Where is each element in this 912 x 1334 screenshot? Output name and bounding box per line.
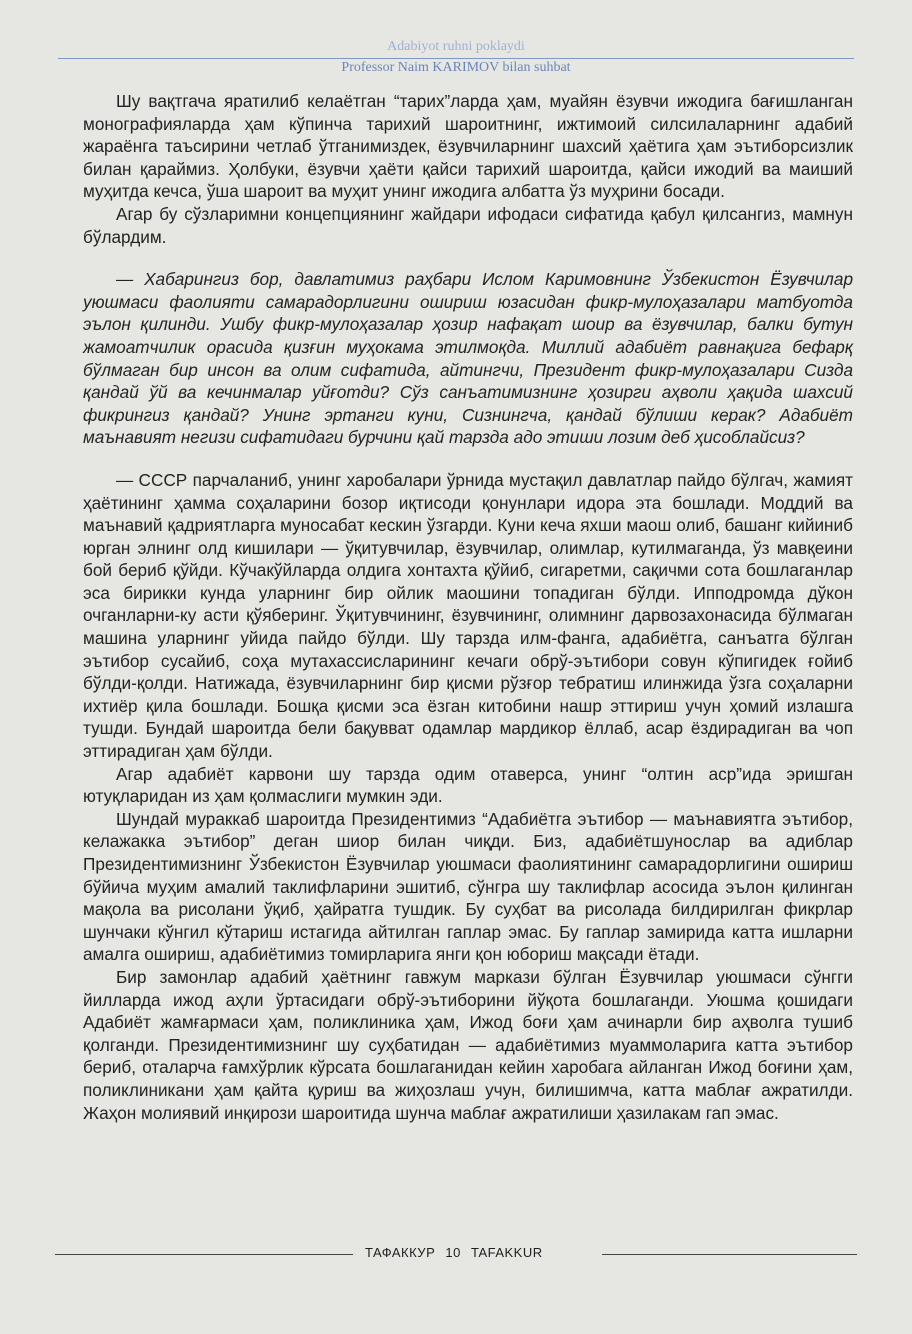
page-number: 10	[445, 1245, 461, 1260]
footer-rule-right	[602, 1254, 857, 1255]
interview-question: — Хабарингиз бор, давлатимиз раҳбари Ислом Каримовнинг Ўзбекистон Ёзувчилар уюшмаси фаолияти самарадорлигини ошириш юзасидан фикр-мулоҳазалари матбуотда эълон қилинди. Ушбу фикр-мулоҳазалар ҳозир нафақат шоир ва ёзувчилар, балки бутун жамоатчилик орасида қизғин муҳокама этилмоқда. Миллий адабиёт равнақига бефарқ бўлмаган бир инсон ва олим сифатида, айтингчи, Президент фикр-мулоҳазалари Сизда қандай ўй ва кечинмалар уйғотди? Сўз санъатимизнинг ҳозирги аҳволи ҳақида шахсий фикрингиз қандай? Унинг эртанги куни, Сизнингча, қандай бўлиши керак? Адабиёт маънавият негизи сифатидаги бурчини қай тарзда адо этиши лозим деб ҳисоблайсиз?	[83, 269, 853, 448]
header-rule	[58, 58, 854, 59]
paragraph: Шундай мураккаб шароитда Президентимиз “Адабиётга эътибор — маънавиятга эътибор, келажакка эътибор” деган шиор билан чиқди. Биз, адабиётшунослар ва адиблар Президентимизнинг Ўзбекистон Ёзувчилар уюшмаси фаолиятининг самарадорлигини ошириш бўйича муҳим амалий таклифларини эшитиб, сўнгра шу таклифлар асосида эълон қилинган мақола ва рисолани ўқиб, ҳайратга тушдик. Бу суҳбат ва рисолада билдирилган фикрлар шунчаки кўнгил кўтариш истагида айтилган гаплар эмас. Бу гаплар замирида катта ишларни амалга ошириш, адабиётимиз томирларига янги қон юбориш мақсади ётади.	[83, 808, 853, 965]
footer-journal-cyrillic: ТАФАККУР	[365, 1245, 436, 1260]
footer-rule-left	[55, 1254, 353, 1255]
header-series-title: Adabiyot ruhni poklaydi	[387, 39, 525, 54]
header-article-title: Professor Naim KARIMOV bilan suhbat	[341, 60, 571, 75]
paragraph: Агар адабиёт карвони шу тарзда одим отаверса, унинг “олтин аср”ида эришган ютуқларидан из ҳам қолмаслиги мумкин эди.	[83, 763, 853, 807]
footer-label	[365, 1245, 549, 1260]
paragraph: Агар бу сўзларимни концепциянинг жайдари ифодаси сифатида қабул қилсангиз, мамнун бўлардим.	[83, 203, 853, 247]
footer-journal-latin: TAFAKKUR	[470, 1245, 543, 1260]
running-header	[40, 38, 872, 77]
page-footer	[55, 1245, 857, 1263]
paragraph: — СССР парчаланиб, унинг харобалари ўрнида мустақил давлатлар пайдо бўлгач, жамият ҳаётининг ҳамма соҳаларини бозор иқтисоди қонунлари идора эта бошлади. Моддий ва маънавий қадриятларга муносабат кескин ўзгарди. Куни кеча яхши маош олиб, башанг кийиниб юрган элнинг олд кишилари — ўқитувчилар, ёзувчилар, олимлар, кутилмаганда, ўз мавқеини бой бериб қўйди. Кўчакўйларда олдига хонтахта қўйиб, сигаретми, сақичми сота бошлаганлар эса бирикки кунда уларнинг бир ойлик маошини топадиган бўлди. Ипподромда дўкон очганларни-ку асти қўяберинг. Ўқитувчининг, ёзувчининг, олимнинг дарвозахонасида бўлмаган машина уларнинг уйида пайдо бўлди. Шу тарзда илм-фанга, адабиётга, санъатга бўлган эътибор сусайиб, соҳа мутахассисларининг кечаги обрў-эътибори совун кўпигидек ғойиб бўлди-қолди. Натижада, ёзувчиларнинг бир қисми рўзғор тебратиш илинжида ўзга соҳаларни ихтиёр қила бошлади. Бошқа қисми эса ёзган китобини нашр эттириш учун ҳомий излашга тушди. Бундай шароитда бели бақувват одамлар мардикор ёллаб, асар ёздирадиган ва чоп эттирадиган ҳам бўлди.	[83, 469, 853, 762]
paragraph: Шу вақтгача яратилиб келаётган “тарих”ларда ҳам, муайян ёзувчи ижодига бағишланган монографияларда ҳам кўпинча тарихий шароитнинг, ижтимоий силсилаларнинг адабий жараёнга таъсирини четлаб ўтганимиздек, ёзувчиларнинг шахсий ҳаётига ҳам эътиборсизлик билан қараймиз. Ҳолбуки, ёзувчи ҳаёти қайси тарихий шароитда, қайси ижодий ва маиший муҳитда кечса, ўша шароит ва муҳит унинг ижодига албатта ўз муҳрини босади.	[83, 91, 853, 202]
article-body	[83, 90, 853, 1124]
paragraph: Бир замонлар адабий ҳаётнинг гавжум маркази бўлган Ёзувчилар уюшмаси сўнгги йилларда ижод аҳли ўртасидаги обрў-эътиборини йўқота бошлаганди. Уюшма қошидаги Адабиёт жамғармаси ҳам, поликлиника ҳам, Ижод боғи ҳам ачинарли бир аҳволга тушиб қолганди. Президентимизнинг шу суҳбатидан — адабиётимиз муаммоларига катта эътибор бериб, оталарча ғамхўрлик кўрсата бошлаганидан кейин харобага айланган Ижод боғини ҳам, поликлиникани ҳам қайта қуриш ва жиҳозлаш учун, билишимча, катта маблағ ажратилди. Жаҳон молиявий инқирози шароитида шунча маблағ ажратилиши ҳазилакам гап эмас.	[83, 966, 853, 1123]
